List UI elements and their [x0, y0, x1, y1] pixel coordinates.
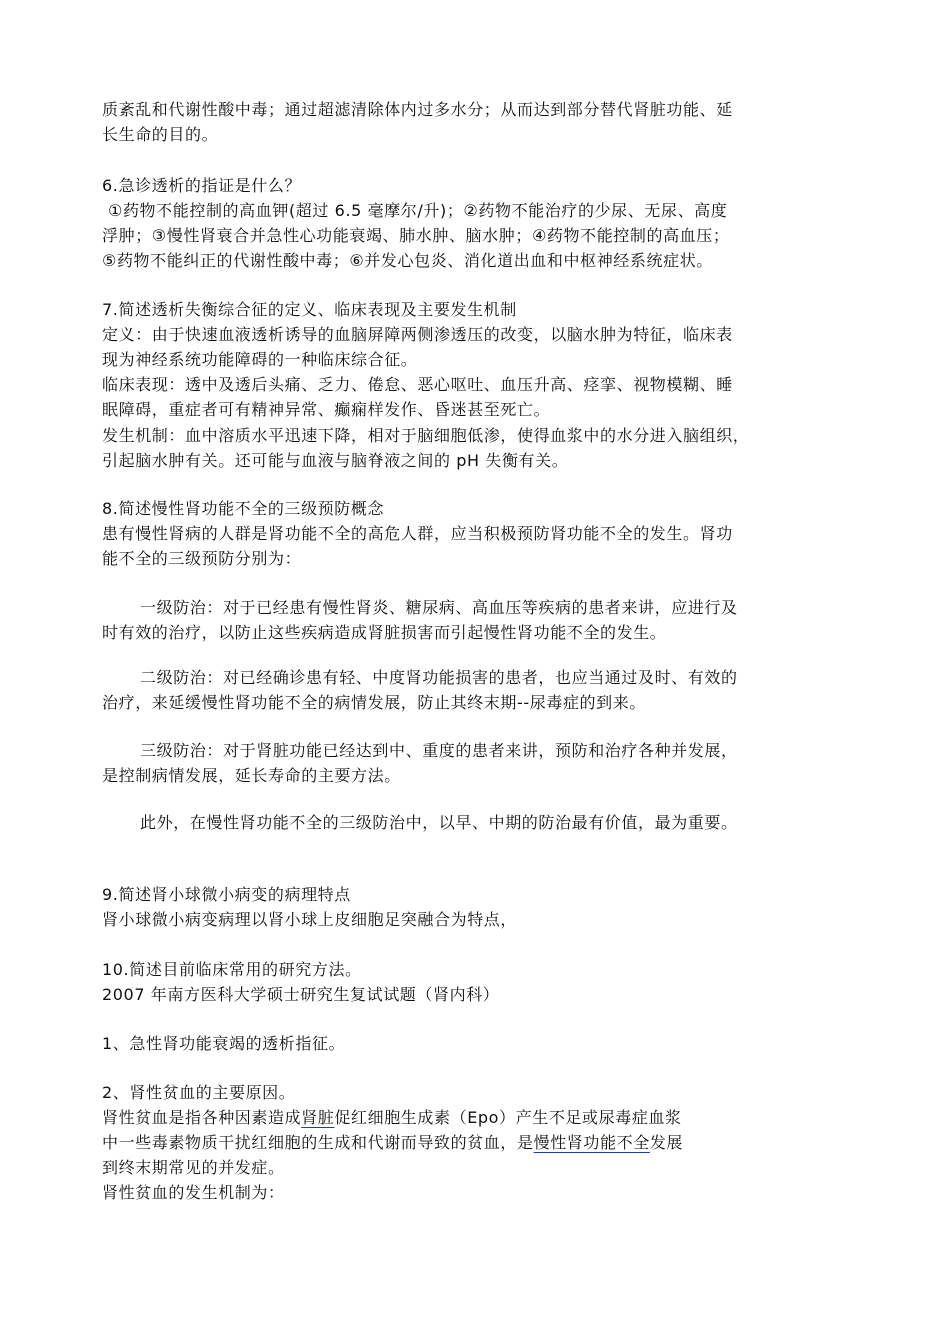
text-line: 到终末期常见的并发症。 — [102, 1158, 285, 1177]
text-line — [102, 1131, 683, 1155]
text-segment: 肾性贫血是指各种因素造成 — [102, 1108, 302, 1127]
link-chronic-renal-insufficiency[interactable]: 慢性肾功能不全 — [533, 1133, 650, 1152]
text-line: 临床表现：透中及透后头痛、乏力、倦怠、恶心呕吐、血压升高、痉挛、视物模糊、睡 — [102, 375, 733, 394]
text-line: 能不全的三级预防分别为： — [102, 549, 302, 568]
text-segment: 发展 — [649, 1133, 684, 1152]
text-line: 眠障碍，重症者可有精神异常、癫痫样发作、昏迷甚至死亡。 — [102, 400, 551, 419]
text-line: 质紊乱和代谢性酸中毒；通过超滤清除体内过多水分；从而达到部分替代肾脏功能、延 — [102, 100, 733, 119]
text-line: 是控制病情发展，延长寿命的主要方法。 — [102, 766, 401, 785]
text-line: ⑤药物不能纠正的代谢性酸中毒；⑥并发心包炎、消化道出血和中枢神经系统症状。 — [102, 251, 713, 270]
text-line: 现为神经系统功能障碍的一种临床综合征。 — [102, 350, 418, 369]
question-heading: 6.急诊透析的指证是什么？ — [102, 176, 302, 195]
question-heading: 8.简述慢性肾功能不全的三级预防概念 — [102, 499, 385, 518]
text-line: 治疗，来延缓慢性肾功能不全的病情发展，防止其终末期--尿毒症的到来。 — [102, 693, 646, 712]
text-line: 浮肿；③慢性肾衰合并急性心功能衰竭、肺水肿、脑水肿；④药物不能控制的高血压； — [102, 226, 730, 245]
text-line: 引起脑水肿有关。还可能与血液与脑脊液之间的 pH 失衡有关。 — [102, 451, 569, 470]
text-segment: 中一些毒素物质干扰红细胞的生成和代谢而导致的贫血，是 — [102, 1133, 534, 1152]
question-heading: 1、急性肾功能衰竭的透析指征。 — [102, 1034, 346, 1053]
question-heading: 7.简述透析失衡综合征的定义、临床表现及主要发生机制 — [102, 300, 517, 319]
text-line: 一级防治：对于已经患有慢性肾炎、糖尿病、高血压等疾病的患者来讲，应进行及 — [140, 598, 738, 617]
question-heading: 2、肾性贫血的主要原因。 — [102, 1083, 296, 1102]
text-line — [102, 1106, 682, 1130]
text-line: 定义：由于快速血液透析诱导的血脑屏障两侧渗透压的改变，以脑水肿为特征，临床表 — [102, 325, 733, 344]
question-heading: 9.简述肾小球微小病变的病理特点 — [102, 885, 351, 904]
text-line: 此外，在慢性肾功能不全的三级防治中，以早、中期的防治最有价值，最为重要。 — [140, 813, 738, 832]
text-line: 二级防治：对已经确诊患有轻、中度肾功能损害的患者，也应当通过及时、有效的 — [140, 668, 738, 687]
text-line: 患有慢性肾病的人群是肾功能不全的高危人群，应当积极预防肾功能不全的发生。肾功 — [102, 524, 733, 543]
link-kidney[interactable]: 肾脏 — [301, 1108, 335, 1127]
text-segment: 促红细胞生成素（Epo）产生不足或尿毒症血浆 — [334, 1108, 682, 1127]
question-heading: 10.简述目前临床常用的研究方法。 — [102, 960, 362, 979]
text-line: 发生机制：血中溶质水平迅速下降，相对于脑细胞低渗，使得血浆中的水分进入脑组织， — [102, 426, 750, 445]
text-line: 肾性贫血的发生机制为： — [102, 1183, 285, 1202]
text-line: 时有效的治疗，以防止这些疾病造成肾脏损害而引起慢性肾功能不全的发生。 — [102, 623, 667, 642]
text-line: ①药物不能控制的高血钾(超过 6.5 毫摩尔/升)；②药物不能治疗的少尿、无尿、高度 — [108, 201, 728, 220]
text-line: 三级防治：对于肾脏功能已经达到中、重度的患者来讲，预防和治疗各种并发展， — [140, 741, 738, 760]
text-line: 长生命的目的。 — [102, 125, 219, 144]
text-line: 肾小球微小病变病理以肾小球上皮细胞足突融合为特点， — [102, 910, 518, 929]
exam-title: 2007 年南方医科大学硕士研究生复试试题（肾内科） — [102, 985, 500, 1004]
